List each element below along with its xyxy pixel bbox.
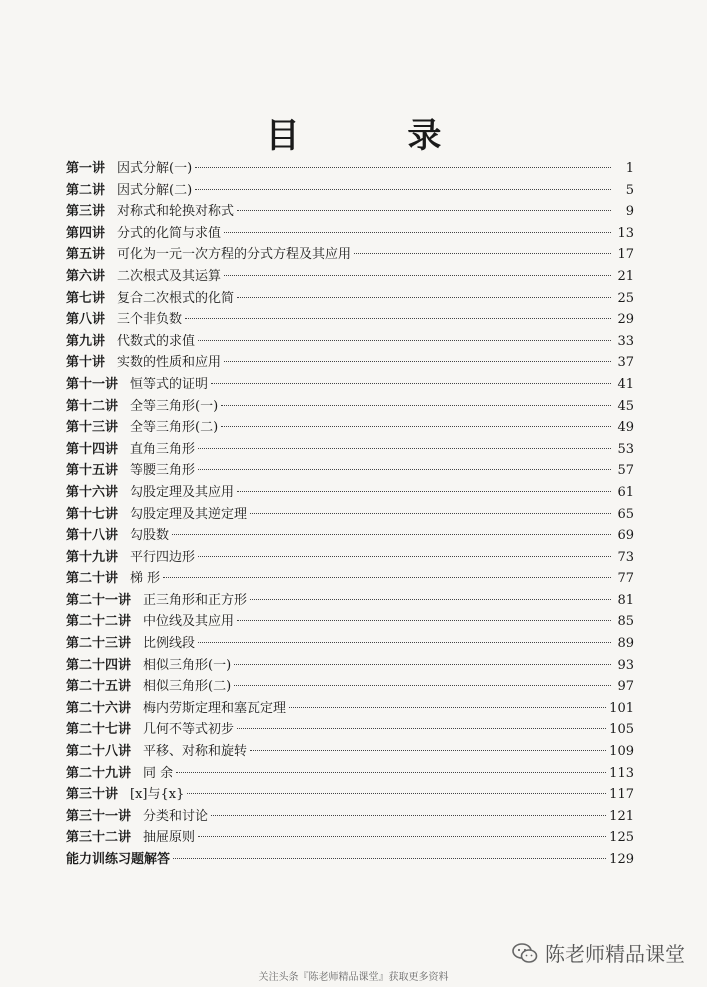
page-number: 77 (617, 571, 634, 587)
lecture-topic: 实数的性质和应用 (117, 355, 222, 371)
lecture-topic: 几何不等式初步 (143, 722, 235, 738)
toc-entry (66, 633, 634, 655)
dot-leader (176, 772, 606, 773)
lecture-topic: 全等三角形(二) (130, 420, 219, 436)
page-number: 53 (617, 441, 634, 457)
lecture-number: 第七讲 (66, 290, 106, 306)
lecture-topic: 中位线及其应用 (143, 614, 235, 630)
lecture-number: 第十四讲 (66, 441, 119, 457)
page-number: 101 (609, 700, 634, 716)
page-number: 21 (617, 268, 634, 284)
page-number: 105 (609, 722, 634, 738)
page-number: 65 (617, 506, 634, 522)
dot-leader (163, 577, 611, 578)
page-number: 113 (609, 765, 634, 781)
dot-leader (198, 469, 611, 470)
page-number: 129 (609, 852, 634, 867)
lecture-number: 第十一讲 (66, 376, 119, 392)
lecture-number: 第十三讲 (66, 420, 119, 436)
page-number: 25 (617, 290, 634, 306)
page-number: 93 (617, 657, 634, 673)
lecture-topic: 平移、对称和旋转 (143, 744, 248, 760)
page-number: 9 (625, 204, 634, 220)
lecture-number: 第十二讲 (66, 398, 119, 414)
page-number: 89 (617, 636, 634, 652)
lecture-topic: [x]与{x} (130, 787, 185, 803)
watermark-text: 陈老师精品课堂 (545, 942, 685, 966)
page-number: 81 (617, 592, 634, 608)
lecture-number: 第二十一讲 (66, 592, 132, 608)
wechat-icon (511, 942, 539, 964)
page-number: 45 (617, 398, 634, 414)
lecture-topic: 对称式和轮换对称式 (117, 204, 235, 220)
dot-leader (289, 707, 606, 708)
page-number: 17 (617, 247, 634, 263)
lecture-number: 第二十四讲 (66, 657, 132, 673)
toc-entry (66, 698, 634, 720)
page-number: 69 (617, 528, 634, 544)
lecture-number: 第十八讲 (66, 528, 119, 544)
toc-entry (66, 784, 634, 806)
lecture-number: 第三十二讲 (66, 830, 132, 846)
lecture-number: 第十六讲 (66, 484, 119, 500)
toc-entry (66, 482, 634, 504)
dot-leader (354, 253, 611, 254)
lecture-topic: 比例线段 (143, 636, 196, 652)
lecture-topic: 抽屉原则 (143, 830, 196, 846)
dot-leader (237, 210, 611, 211)
lecture-topic: 可化为一元一次方程的分式方程及其应用 (117, 247, 352, 263)
lecture-number: 第三十一讲 (66, 808, 132, 824)
lecture-topic: 梯 形 (130, 571, 161, 587)
page-number: 97 (617, 679, 634, 695)
page-number: 49 (617, 420, 634, 436)
dot-leader (198, 448, 611, 449)
lecture-topic: 勾股定理及其应用 (130, 484, 235, 500)
page-number: 121 (609, 808, 634, 824)
lecture-number: 第二十五讲 (66, 679, 132, 695)
lecture-number: 第三十讲 (66, 787, 119, 803)
toc-entry (66, 417, 634, 439)
lecture-topic: 恒等式的证明 (130, 376, 209, 392)
toc-entry (66, 439, 634, 461)
lecture-number: 第二十三讲 (66, 636, 132, 652)
dot-leader (198, 340, 611, 341)
dot-leader (211, 383, 611, 384)
lecture-topic: 三个非负数 (117, 312, 183, 328)
page-number: 85 (617, 614, 634, 630)
dot-leader (211, 815, 606, 816)
lecture-number: 第二十二讲 (66, 614, 132, 630)
lecture-number: 第八讲 (66, 312, 106, 328)
lecture-number: 第五讲 (66, 247, 106, 263)
toc-entry (66, 180, 634, 202)
lecture-number: 第四讲 (66, 225, 106, 241)
toc-entry (66, 763, 634, 785)
dot-leader (234, 685, 611, 686)
dot-leader (250, 513, 611, 514)
toc-entry (66, 827, 634, 849)
dot-leader (198, 642, 611, 643)
lecture-topic: 平行四边形 (130, 549, 196, 565)
page-number: 13 (617, 225, 634, 241)
toc-entry (66, 331, 634, 353)
dot-leader (221, 405, 611, 406)
dot-leader (237, 297, 611, 298)
lecture-topic: 正三角形和正方形 (143, 592, 248, 608)
toc-entry (66, 266, 634, 288)
lecture-topic: 全等三角形(一) (130, 398, 219, 414)
page-number: 41 (617, 376, 634, 392)
toc-entry (66, 374, 634, 396)
toc-entry (66, 719, 634, 741)
dot-leader (172, 534, 611, 535)
toc-entry (66, 611, 634, 633)
toc-entry (66, 806, 634, 828)
toc-entry (66, 288, 634, 310)
lecture-number: 第二讲 (66, 182, 106, 198)
dot-leader (195, 167, 611, 168)
lecture-number: 第十五讲 (66, 463, 119, 479)
toc-entry (66, 201, 634, 223)
dot-leader (198, 556, 611, 557)
lecture-number: 第二十七讲 (66, 722, 132, 738)
dot-leader (250, 750, 606, 751)
lecture-number: 第三讲 (66, 204, 106, 220)
lecture-topic: 复合二次根式的化简 (117, 290, 235, 306)
toc-entry (66, 309, 634, 331)
lecture-topic: 梅内劳斯定理和塞瓦定理 (143, 700, 287, 716)
page-number: 33 (617, 333, 634, 349)
page-number: 37 (617, 355, 634, 371)
toc-entry (66, 741, 634, 763)
lecture-topic: 分类和讨论 (143, 808, 209, 824)
dot-leader (237, 728, 606, 729)
lecture-topic: 相似三角形(二) (143, 679, 232, 695)
page-title: 目 录 (265, 116, 490, 156)
lecture-topic: 二次根式及其运算 (117, 268, 222, 284)
lecture-number: 第二十讲 (66, 571, 119, 587)
toc-entry (66, 223, 634, 245)
toc-entry (66, 352, 634, 374)
lecture-topic: 等腰三角形 (130, 463, 196, 479)
lecture-topic: 相似三角形(一) (143, 657, 232, 673)
lecture-topic: 因式分解(二) (117, 182, 193, 198)
page-number: 73 (617, 549, 634, 565)
watermark (511, 938, 685, 967)
lecture-topic: 能力训练习题解答 (66, 852, 171, 867)
toc-entry (66, 504, 634, 526)
lecture-number: 第一讲 (66, 161, 106, 176)
lecture-number: 第二十九讲 (66, 765, 132, 781)
page-number: 117 (609, 787, 634, 803)
toc-entry (66, 849, 634, 871)
toc-entry (66, 460, 634, 482)
page-number: 5 (625, 182, 634, 198)
lecture-number: 第九讲 (66, 333, 106, 349)
dot-leader (195, 189, 611, 190)
lecture-topic: 勾股数 (130, 528, 170, 544)
dot-leader (224, 275, 611, 276)
toc-entry (66, 396, 634, 418)
toc-entry (66, 158, 634, 180)
lecture-topic: 代数式的求值 (117, 333, 196, 349)
dot-leader (250, 599, 611, 600)
toc-entry (66, 568, 634, 590)
lecture-number: 第十七讲 (66, 506, 119, 522)
toc-entry (66, 244, 634, 266)
dot-leader (198, 836, 606, 837)
lecture-number: 第二十八讲 (66, 744, 132, 760)
dot-leader (224, 361, 611, 362)
dot-leader (185, 318, 611, 319)
footer-note: 关注头条『陈老师精品课堂』获取更多资料 (258, 972, 449, 983)
page-number: 29 (617, 312, 634, 328)
toc-entry (66, 655, 634, 677)
lecture-topic: 因式分解(一) (117, 161, 193, 176)
dot-leader (237, 491, 611, 492)
page-number: 109 (609, 744, 634, 760)
lecture-topic: 直角三角形 (130, 441, 196, 457)
lecture-number: 第二十六讲 (66, 700, 132, 716)
dot-leader (237, 620, 611, 621)
page-number: 125 (609, 830, 634, 846)
lecture-topic: 勾股定理及其逆定理 (130, 506, 248, 522)
dot-leader (187, 793, 606, 794)
lecture-number: 第十讲 (66, 355, 106, 371)
dot-leader (234, 664, 611, 665)
page-number: 61 (617, 484, 634, 500)
toc-entry (66, 590, 634, 612)
toc-entry (66, 525, 634, 547)
dot-leader (224, 232, 611, 233)
toc-entry (66, 676, 634, 698)
lecture-topic: 分式的化简与求值 (117, 225, 222, 241)
lecture-number: 第十九讲 (66, 549, 119, 565)
table-of-contents (66, 158, 634, 871)
page-number: 57 (617, 463, 634, 479)
lecture-number: 第六讲 (66, 268, 106, 284)
dot-leader (173, 858, 606, 859)
toc-entry (66, 547, 634, 569)
dot-leader (221, 426, 611, 427)
lecture-topic: 同 余 (143, 765, 174, 781)
page-number: 1 (625, 161, 634, 176)
